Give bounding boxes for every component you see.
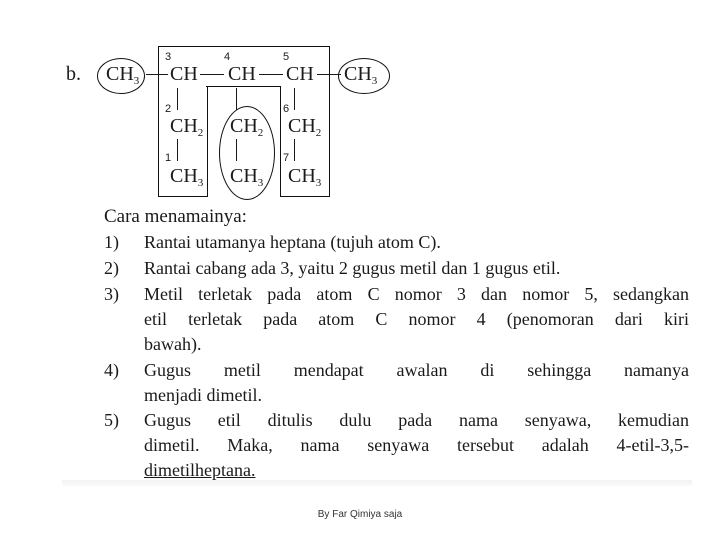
atom-ch3-right-branch: $CH_3$ xyxy=(288,165,322,189)
carbon-number: 7 xyxy=(283,152,290,164)
main-chain-box-inner xyxy=(206,86,280,89)
part-label: b. xyxy=(66,63,81,85)
atom-ch2-right: $CH_2$ xyxy=(288,115,322,139)
main-chain-box-left xyxy=(158,86,208,197)
atom-ch3-left: $CH_3$ xyxy=(106,63,140,87)
atom-ch-3: CH xyxy=(170,63,198,85)
footer-credit: By Far Qimiya saja xyxy=(317,509,403,520)
atom-ch3-right: $CH_3$ xyxy=(344,63,378,87)
atom-ch-5: CH xyxy=(286,63,314,85)
carbon-number: 4 xyxy=(224,51,231,63)
structural-formula xyxy=(0,0,720,205)
carbon-number: 2 xyxy=(165,103,172,115)
carbon-number: 3 xyxy=(165,51,172,63)
carbon-number: 5 xyxy=(283,51,290,63)
carbon-number: 6 xyxy=(283,103,290,115)
main-chain-box-top xyxy=(158,46,330,87)
atom-ch3-left-branch: $CH_3$ xyxy=(170,165,204,189)
carbon-number: 1 xyxy=(165,152,172,164)
bond xyxy=(236,88,237,110)
atom-ch3-middle-branch: $CH_3$ xyxy=(230,165,264,189)
methyl-ellipse-right xyxy=(338,58,390,94)
explanation-heading: Cara menamainya: xyxy=(104,206,247,227)
ethyl-ellipse xyxy=(219,106,275,200)
methyl-ellipse-left xyxy=(97,58,145,94)
main-chain-box-right xyxy=(280,86,330,197)
atom-ch-4: CH xyxy=(228,63,256,85)
atom-ch2-middle: $CH_2$ xyxy=(230,115,264,139)
atom-ch2-left: $CH_2$ xyxy=(170,115,204,139)
